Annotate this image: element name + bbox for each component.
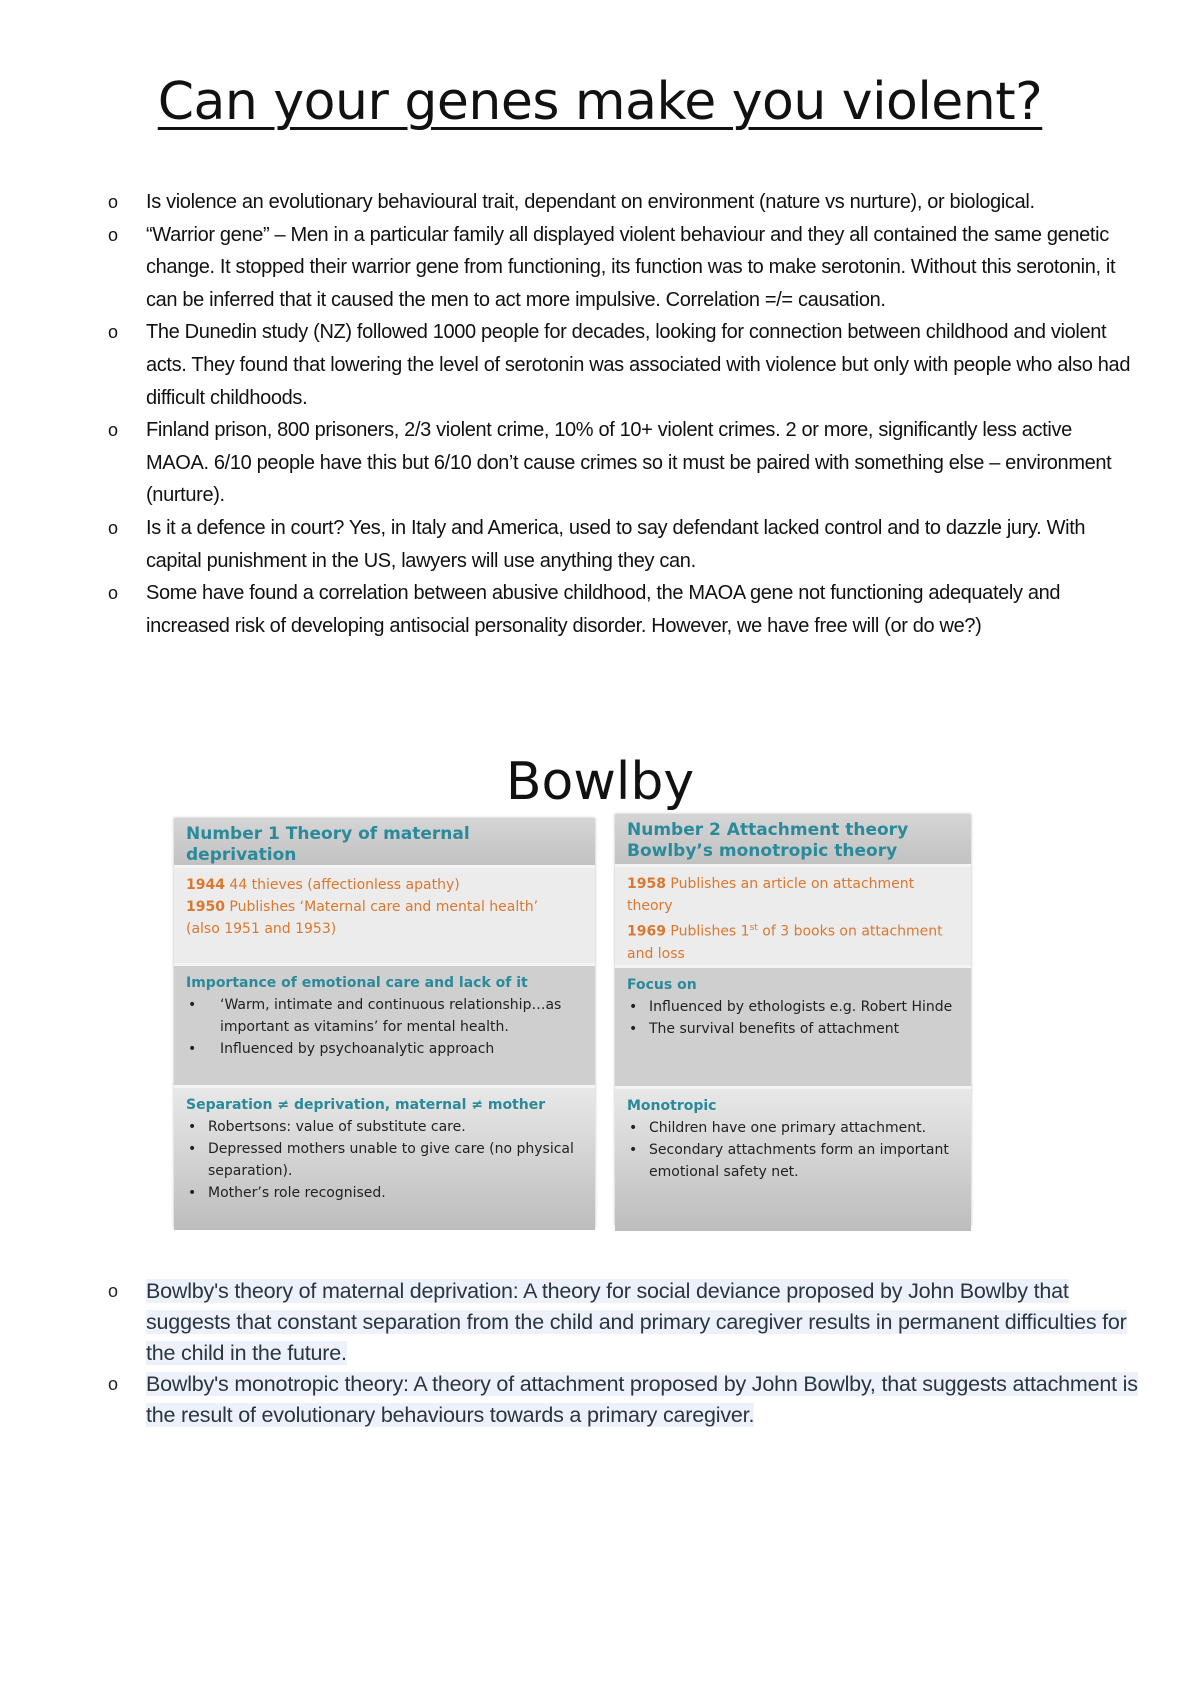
year: 1969 bbox=[627, 923, 666, 940]
definition-text: Bowlby's monotropic theory: A theory of attachment proposed by John Bowlby, that suggests attachment is the result of evolutionary behaviours towards a primary caregiver. bbox=[146, 1372, 1138, 1427]
date-line bbox=[627, 917, 959, 965]
card-dates bbox=[615, 867, 971, 968]
bullet-icon: o bbox=[108, 1374, 118, 1394]
page-title: Can your genes make you violent? bbox=[157, 72, 1043, 132]
notes-list bbox=[108, 186, 1138, 642]
list-item-text: Some have found a correlation between abusive childhood, the MAOA gene not functioning adequately and increased risk of developing antisocial personality disorder. However, we have free will (or do we?) bbox=[146, 582, 1061, 637]
list-item-text: “Warrior gene” – Men in a particular family all displayed violent behaviour and they all contained the same genetic change. It stopped their warrior gene from functioning, its function was to make serotonin. Without this serotonin, it can be inferred that it caused the men to act more impulsive. Correlation =/= causation. bbox=[146, 223, 1116, 311]
bullet-icon: o bbox=[108, 224, 118, 245]
card-bullet: • Robertsons: value of substitute care. bbox=[186, 1116, 583, 1138]
list-item-text: Finland prison, 800 prisoners, 2/3 violent crime, 10% of 10+ violent crimes. 2 or more, significantly less active MAOA. 6/10 people have this but 6/10 don’t cause crimes so it must be paired with something else – environment (nurture). bbox=[146, 419, 1112, 507]
attachment-theory-card bbox=[615, 814, 971, 1226]
date-text: Publishes an article on attachment theory bbox=[627, 876, 915, 914]
date-text: Publishes ‘Maternal care and mental health’ bbox=[224, 899, 539, 915]
maternal-deprivation-card bbox=[174, 818, 595, 1228]
card-bullet: • Mother’s role recognised. bbox=[186, 1182, 583, 1204]
list-item-text: Is it a defence in court? Yes, in Italy and America, used to say defendant lacked control and to dazzle jury. With capital punishment in the US, lawyers will use anything they can. bbox=[146, 516, 1086, 572]
section-title: Importance of emotional care and lack of it bbox=[186, 975, 528, 991]
card-bullet: • Influenced by ethologists e.g. Robert Hinde bbox=[627, 996, 959, 1018]
card-bullet: • Influenced by psychoanalytic approach bbox=[186, 1038, 583, 1060]
header-line: Bowlby’s monotropic theory bbox=[627, 841, 898, 861]
card-bullet: • Children have one primary attachment. bbox=[627, 1117, 959, 1139]
list-item-text: The Dunedin study (NZ) followed 1000 people for decades, looking for connection between childhood and violent acts. They found that lowering the level of serotonin was associated with violence but only with people who also had difficult childhoods. bbox=[146, 321, 1131, 409]
list-item bbox=[108, 219, 1138, 317]
header-line: Number 2 Attachment theory bbox=[627, 820, 909, 840]
section-title: Monotropic bbox=[627, 1098, 717, 1114]
date-line bbox=[186, 896, 583, 918]
card-bullet: • The survival benefits of attachment bbox=[627, 1018, 959, 1040]
year: 1944 bbox=[186, 877, 225, 893]
definition-text: Bowlby's theory of maternal deprivation: A theory for social deviance proposed by John Bowlby that suggests that constant separation from the child and primary caregiver results in permanent difficulties for the child in the future. bbox=[146, 1279, 1127, 1365]
list-item bbox=[108, 512, 1138, 577]
date-text: 44 thieves (affectionless apathy) bbox=[224, 877, 460, 893]
date-note: (also 1951 and 1953) bbox=[186, 921, 337, 937]
date-line bbox=[627, 873, 959, 917]
list-item bbox=[108, 186, 1138, 219]
bullet-icon: o bbox=[108, 322, 118, 343]
card-header bbox=[615, 814, 971, 867]
card-section bbox=[174, 1088, 595, 1230]
section-heading: Bowlby bbox=[505, 752, 695, 812]
year: 1958 bbox=[627, 876, 666, 892]
card-bullet: • ‘Warm, intimate and continuous relationship…as important as vitamins’ for mental health. bbox=[186, 994, 583, 1038]
card-section bbox=[615, 1089, 971, 1231]
list-item-text: Is violence an evolutionary behavioural trait, dependant on environment (nature vs nurture), or biological. bbox=[146, 191, 1035, 213]
list-item bbox=[108, 414, 1138, 512]
card-dates bbox=[174, 868, 595, 966]
section-title: Separation ≠ deprivation, maternal ≠ mother bbox=[186, 1097, 546, 1113]
card-bullet: • Depressed mothers unable to give care (no physical separation). bbox=[186, 1138, 583, 1182]
bullet-icon: o bbox=[108, 420, 118, 441]
year: 1950 bbox=[186, 899, 225, 915]
definition-item bbox=[108, 1276, 1138, 1369]
bullet-icon: o bbox=[108, 583, 118, 604]
superscript: st bbox=[749, 923, 758, 933]
bullet-icon: o bbox=[108, 1281, 118, 1301]
list-item bbox=[108, 316, 1138, 414]
bullet-icon: o bbox=[108, 192, 118, 212]
definitions-list bbox=[108, 1276, 1138, 1431]
date-text: of 3 books on attachment and loss bbox=[627, 923, 943, 962]
card-header: Number 1 Theory of maternal deprivation bbox=[174, 818, 595, 868]
card-section bbox=[615, 968, 971, 1089]
bullet-icon: o bbox=[108, 517, 118, 538]
section-title: Focus on bbox=[627, 977, 697, 993]
card-bullet: • Secondary attachments form an important emotional safety net. bbox=[627, 1139, 959, 1183]
date-line bbox=[186, 874, 583, 896]
list-item bbox=[108, 577, 1138, 642]
date-text: Publishes 1 bbox=[665, 923, 750, 940]
definition-item bbox=[108, 1369, 1138, 1431]
card-section bbox=[174, 966, 595, 1088]
